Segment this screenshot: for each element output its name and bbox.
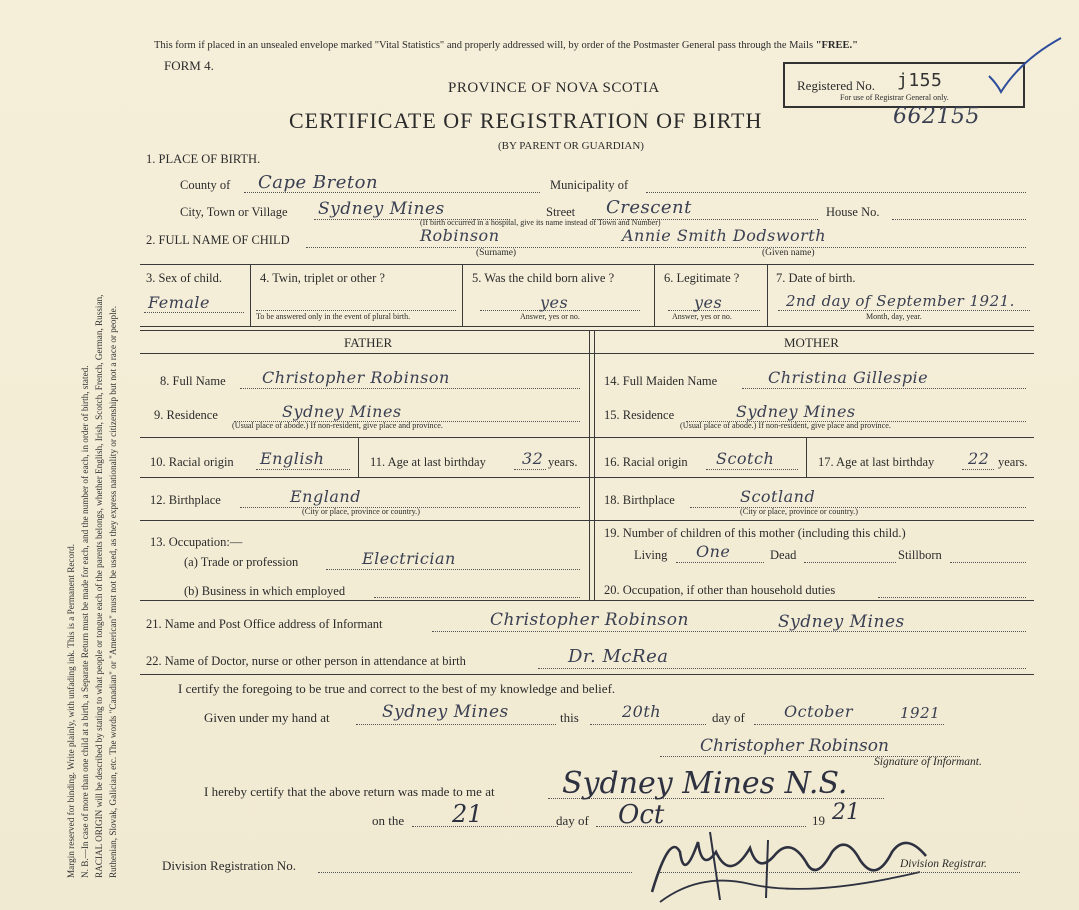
mother-name-label: 14. Full Maiden Name — [604, 374, 718, 388]
signature-informant-label: Signature of Informant. — [874, 756, 982, 768]
certificate-title: CERTIFICATE OF REGISTRATION OF BIRTH — [289, 108, 763, 133]
given-day-value: 20th — [622, 702, 662, 721]
division-no-label: Division Registration No. — [162, 858, 296, 873]
division-registrar-label: Division Registrar. — [900, 858, 987, 870]
margin-line-1: Margin reserved for binding. Write plainly, with unfading ink. This is a Permanent Record. — [66, 543, 76, 878]
dob-label: 7. Date of birth. — [776, 271, 856, 285]
mother-birthplace-note: (City or place, province or country.) — [740, 507, 858, 516]
this-label: this — [560, 710, 579, 725]
child-given-note: (Given name) — [762, 248, 815, 258]
father-racial-value: English — [260, 449, 325, 468]
informant-label: 21. Name and Post Office address of Informant — [146, 617, 383, 631]
mother-age-label: 17. Age at last birthday — [818, 455, 935, 469]
mother-heading: MOTHER — [784, 335, 839, 350]
registered-label: Registered No. — [797, 78, 875, 93]
father-res-label: 9. Residence — [154, 408, 218, 422]
city-label: City, Town or Village — [180, 205, 288, 219]
mother-res-note: (Usual place of abode.) If non-resident, give place and province. — [680, 421, 891, 430]
registrar-day-value: 21 — [452, 800, 483, 828]
legit-label: 6. Legitimate ? — [664, 271, 740, 285]
street-note: (If birth occurred in a hospital, give its name instead of Town and Number) — [420, 218, 661, 227]
mail-notice-free: "FREE." — [815, 40, 858, 51]
mail-notice-text: This form if placed in an unsealed envelope marked "Vital Statistics" and properly addressed will, by order of the Postmaster General pass through the Mails — [154, 40, 814, 51]
twin-note: To be answered only in the event of plural birth. — [256, 312, 411, 321]
registrar-year-suffix: 21 — [832, 800, 860, 825]
registered-note: For use of Registrar General only. — [840, 93, 949, 102]
registrar-place-value: Sydney Mines N.S. — [562, 766, 848, 801]
mother-birthplace-value: Scotland — [740, 487, 816, 506]
father-trade-value: Electrician — [362, 549, 456, 568]
mother-age-unit: years. — [998, 455, 1028, 469]
given-label: Given under my hand at — [204, 710, 330, 725]
dayof-label: day of — [712, 710, 745, 725]
mother-age-value: 22 — [968, 449, 990, 468]
child-given-value: Annie Smith Dodsworth — [622, 226, 827, 245]
mother-dead-label: Dead — [770, 548, 797, 562]
mother-living-label: Living — [634, 548, 668, 562]
mother-racial-label: 16. Racial origin — [604, 455, 688, 469]
given-place-value: Sydney Mines — [382, 702, 509, 722]
father-res-value: Sydney Mines — [282, 402, 402, 421]
registrar-year-prefix: 19 — [812, 813, 825, 828]
given-year-value: 1921 — [900, 704, 941, 722]
margin-line-4: Ruthenian, Slovak, Galician, etc. The words "Canadian" or "American" must not be used, as they express nationality or citizenship but not a race or people. — [108, 305, 118, 878]
mail-notice — [154, 40, 858, 51]
street-label: Street — [546, 205, 576, 219]
father-trade-label: (a) Trade or profession — [184, 555, 299, 569]
twin-label: 4. Twin, triplet or other ? — [260, 271, 385, 285]
alive-label: 5. Was the child born alive ? — [472, 271, 615, 285]
check-mark-icon — [985, 32, 1065, 94]
father-business-label: (b) Business in which employed — [184, 584, 346, 598]
legit-note: Answer, yes or no. — [672, 312, 732, 321]
child-surname-note: (Surname) — [476, 248, 517, 258]
given-month-value: October — [784, 702, 853, 721]
father-heading: FATHER — [344, 335, 393, 350]
father-age-unit: years. — [548, 455, 578, 469]
margin-notes — [62, 40, 130, 900]
father-res-note: (Usual place of abode.) If non-resident, give place and province. — [232, 421, 443, 430]
mother-stillborn-label: Stillborn — [898, 548, 942, 562]
alive-note: Answer, yes or no. — [520, 312, 580, 321]
registrar-dayof-label: day of — [556, 813, 589, 828]
street-value: Crescent — [606, 197, 692, 218]
doctor-value: Dr. McRea — [568, 646, 669, 667]
house-label: House No. — [826, 205, 880, 219]
registrar-line: I hereby certify that the above return was made to me at — [204, 784, 495, 799]
mother-living-value: One — [696, 542, 731, 561]
mother-res-label: 15. Residence — [604, 408, 675, 422]
father-birthplace-value: England — [290, 487, 361, 506]
child-surname-value: Robinson — [420, 226, 500, 245]
alive-value: yes — [540, 293, 569, 312]
certify-line: I certify the foregoing to be true and correct to the best of my knowledge and belief. — [178, 681, 616, 696]
on-the-label: on the — [372, 813, 405, 828]
province-heading: PROVINCE OF NOVA SCOTIA — [448, 80, 660, 96]
informant-name-value: Christopher Robinson — [490, 610, 689, 630]
margin-line-3: RACIAL ORIGIN will be described by stating to what people or tongue each of the parents belongs, whether English, Irish, Scotch, French, German, Russian, — [94, 294, 104, 878]
margin-line-2: N. B.—In case of more than one child at a birth, a Separate Return must be made for each, and the number of each, in order of birth, stated. — [80, 365, 90, 878]
informant-signature: Christopher Robinson — [700, 736, 889, 756]
city-value: Sydney Mines — [318, 199, 445, 219]
registrar-signature-icon — [640, 812, 940, 908]
place-heading: 1. PLACE OF BIRTH. — [146, 152, 261, 166]
county-value: Cape Breton — [258, 172, 379, 193]
dob-note: Month, day, year. — [866, 312, 922, 321]
certificate-subtitle: (BY PARENT OR GUARDIAN) — [498, 140, 644, 152]
registered-number: j155 — [897, 70, 943, 91]
father-age-label: 11. Age at last birthday — [370, 455, 486, 469]
doctor-label: 22. Name of Doctor, nurse or other person in attendance at birth — [146, 654, 466, 668]
legit-value: yes — [694, 293, 723, 312]
father-name-label: 8. Full Name — [160, 374, 226, 388]
county-label: County of — [180, 178, 231, 192]
sex-label: 3. Sex of child. — [146, 271, 223, 285]
father-name-value: Christopher Robinson — [262, 368, 450, 387]
child-name-label: 2. FULL NAME OF CHILD — [146, 233, 290, 247]
mother-birthplace-label: 18. Birthplace — [604, 493, 675, 507]
form-number: FORM 4. — [164, 58, 214, 73]
informant-address-value: Sydney Mines — [778, 612, 905, 632]
mother-name-value: Christina Gillespie — [768, 368, 929, 387]
mother-occ-label: 20. Occupation, if other than household duties — [604, 583, 836, 597]
mother-res-value: Sydney Mines — [736, 402, 856, 421]
mother-children-label: 19. Number of children of this mother (including this child.) — [604, 526, 906, 540]
mother-racial-value: Scotch — [716, 449, 775, 468]
registrar-month-value: Oct — [618, 800, 665, 830]
father-age-value: 32 — [522, 449, 544, 468]
dob-value: 2nd day of September 1921. — [786, 292, 1015, 310]
father-birthplace-label: 12. Birthplace — [150, 493, 221, 507]
father-occ-label: 13. Occupation:— — [150, 535, 243, 549]
father-birthplace-note: (City or place, province or country.) — [302, 507, 420, 516]
sex-value: Female — [148, 293, 210, 312]
municipality-label: Municipality of — [550, 178, 629, 192]
father-racial-label: 10. Racial origin — [150, 455, 234, 469]
certificate-hw-number: 662155 — [893, 104, 980, 129]
